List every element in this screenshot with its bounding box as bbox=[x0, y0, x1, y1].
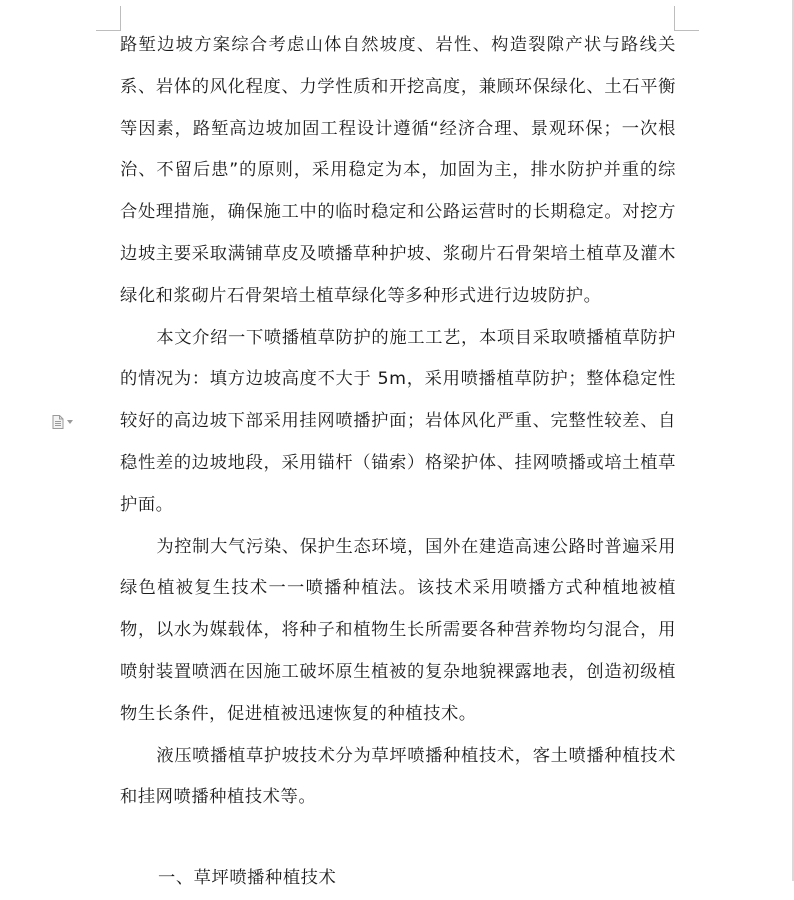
chevron-down-icon bbox=[67, 420, 73, 424]
margin-corner-top-right bbox=[674, 6, 699, 31]
section-heading: 一、草坪喷播种植技术 bbox=[158, 868, 337, 888]
paragraph-3: 为控制大气污染、保护生态环境，国外在建造高速公路时普遍采用绿色植被复生技术一一喷播种植法。该技术采用喷播方式种植地被植物，以水为媒载体，将种子和植物生长所需要各种营养物均匀混合，用喷射装置喷洒在因施工破坏原生植被的复杂地貌裸露地表，创造初级植物生长条件，促进植被迅速恢复的种植技术。 bbox=[120, 536, 676, 724]
paragraph-1: 路堑边坡方案综合考虑山体自然坡度、岩性、构造裂隙产状与路线关系、岩体的风化程度、力学性质和开挖高度，兼顾环保绿化、土石平衡等因素，路堑高边坡加固工程设计遵循“经济合理、景观环保；一次根治、不留后患”的原则，采用稳定为本，加固为主，排水防护并重的综合处理措施，确保施工中的临时稳定和公路运营时的长期稳定。对挖方边坡主要采取满铺草皮及喷播草种护坡、浆砌片石骨架培土植草及灌木绿化和浆砌片石骨架培土植草绿化等多种形式进行边坡防护。 bbox=[120, 35, 676, 306]
paragraph-options-button[interactable] bbox=[52, 415, 73, 429]
paragraph-4: 液压喷播植草护坡技术分为草坪喷播种植技术，客土喷播种植技术和挂网喷播种植技术等。 bbox=[120, 745, 676, 808]
paragraph-2: 本文介绍一下喷播植草防护的施工工艺，本项目采取喷播植草防护的情况为：填方边坡高度不大于 5m，采用喷播植草防护；整体稳定性较好的高边坡下部采用挂网喷播护面；岩体风化严重、完整性较差、自稳性差的边坡地段，采用锚杆（锚索）格梁护体、挂网喷播或培土植草护面。 bbox=[120, 327, 676, 515]
document-icon bbox=[52, 415, 64, 429]
document-body bbox=[120, 25, 676, 819]
margin-corner-top-left bbox=[96, 6, 121, 31]
